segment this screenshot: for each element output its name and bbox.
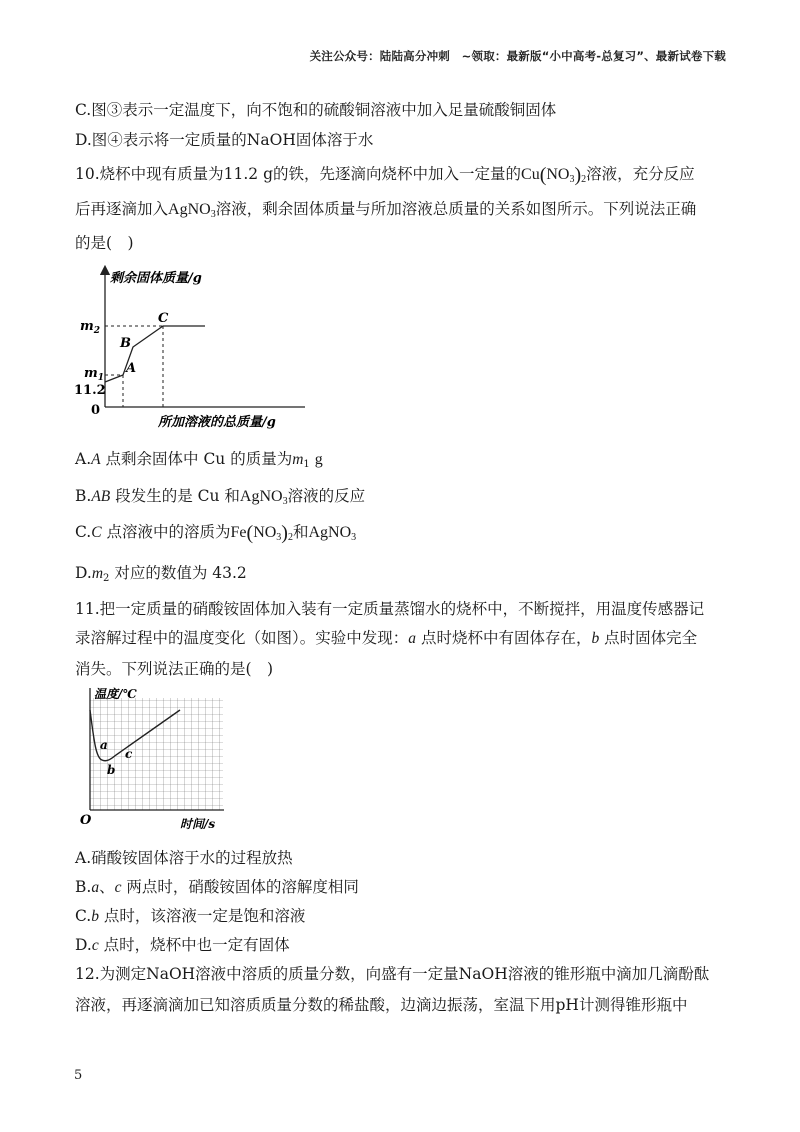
q11-graph [72,686,232,836]
q10-option-b: B.AB 段发生的是 Cu 和AgNO$_3$溶液的反应 [75,487,366,507]
q11-stem-line3: 消失。下列说法正确的是( ) [75,660,274,678]
q11-option-c: C.b 点时，该溶液一定是饱和溶液 [75,907,306,925]
q9-option-d: D.图④表示将一定质量的NaOH固体溶于水 [75,131,374,149]
q11-point-b: b [107,763,116,777]
q10-option-d: $D.m_2$ 对应的数值为 43.2 [75,564,247,584]
q10-stem-line1: 10.烧杯中现有质量为11.2 g的铁，先逐滴向烧杯中加入一定量的$Cu(NO_3)_2$溶液，充分反应 [75,164,695,186]
q12-stem-line1: 12.为测定NaOH溶液中溶质的质量分数，向盛有一定量NaOH溶液的锥形瓶中滴加几滴酚酞 [75,965,710,983]
q10-x-axis-label: 所加溶液的总质量/g [158,415,276,430]
q11-option-d: D.c 点时，烧杯中也一定有固体 [75,936,290,954]
page-header: 关注公众号：陆陆高分冲刺 ~领取：最新版“小中高考-总复习”、最新试卷下载 [309,49,726,63]
q10-label-origin: 0 [91,403,101,418]
q9-option-c: C.图③表示一定温度下，向不饱和的硫酸铜溶液中加入足量硫酸铜固体 [75,101,557,119]
q11-stem-line2: 录溶解过程中的温度变化（如图）。实验中发现：a 点时烧杯中有固体存在，b 点时固体完全 [75,629,698,647]
page-number: 5 [74,1068,83,1083]
q10-graph [70,262,320,434]
q10-label-m2: $m_2$ [80,319,101,336]
q11-grid [90,698,223,810]
q11-x-axis-label: 时间/s [180,817,216,831]
q11-stem-line1: 11.把一定质量的硝酸铵固体加入装有一定质量蒸馏水的烧杯中，不断搅拌，用温度传感器记 [75,600,705,618]
formula-agno3: AgNO$_3$ [168,201,216,220]
q10-point-b: B [120,336,131,351]
q11-point-c: c [125,747,133,761]
q11-origin: O [80,813,92,828]
q11-y-axis-label: 温度/℃ [94,687,137,701]
q12-stem-line2: 溶液，再逐滴滴加已知溶质质量分数的稀盐酸，边滴边振荡，室温下用pH计测得锥形瓶中 [75,996,688,1014]
q10-point-c: C [158,311,169,326]
q11-point-a: a [100,738,108,752]
q10-option-a: A.A 点剩余固体中 Cu 的质量为$m_1$ g [75,450,323,470]
q10-stem-line2: 后再逐滴加入AgNO$_3$溶液，剩余固体质量与所加溶液总质量的关系如图所示。下列说法正确 [75,200,697,220]
q10-y-axis-label: 剩余固体质量/g [110,271,202,286]
q10-option-c: C.C 点溶液中的溶质为$Fe(NO_3)_2$和AgNO$_3$ [75,522,357,544]
q10-label-11-2: 11.2 [74,383,106,398]
formula-cu-no3-2: $Cu(NO_3)_2$ [521,164,587,186]
q11-option-b: B.a、c 两点时，硝酸铵固体的溶解度相同 [75,878,359,896]
q10-point-a: A [126,361,137,376]
q10-data-line [105,326,205,382]
q11-option-a: A.硝酸铵固体溶于水的过程放热 [75,849,293,867]
q10-label-m1: $m_1$ [84,366,105,383]
q10-stem-line3: 的是( ) [75,234,134,252]
